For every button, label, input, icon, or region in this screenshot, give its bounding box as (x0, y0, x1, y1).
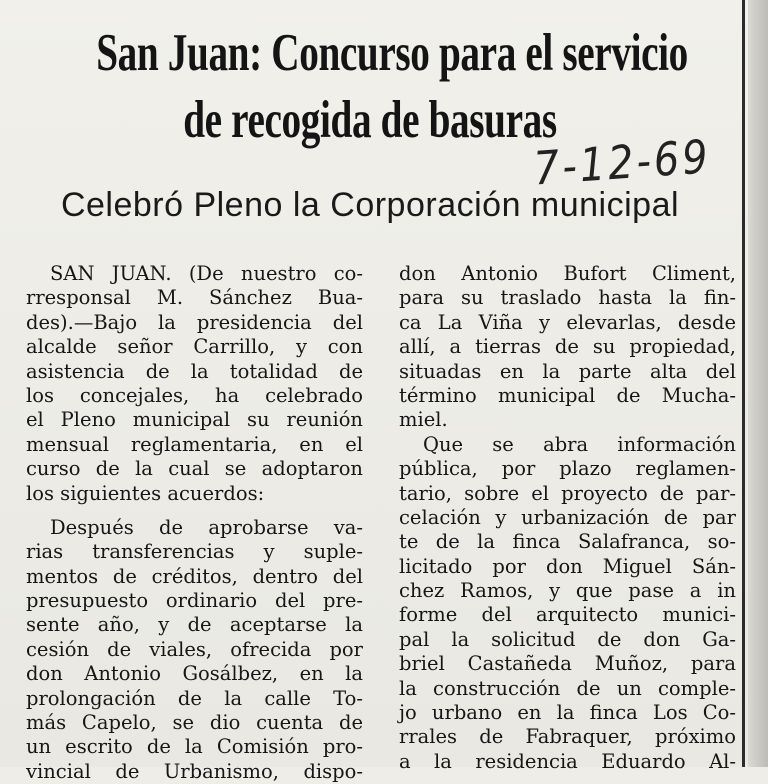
text-line: ca La Viña y elevarlas, desde (399, 310, 736, 334)
text-line: chez Ramos, y que pase a in (399, 579, 736, 603)
text-line: más Capelo, se dio cuenta de (26, 711, 363, 735)
text-line: un escrito de la Comisión pro- (26, 735, 363, 759)
text-line: SAN JUAN. (De nuestro co- (50, 262, 363, 285)
text-line: te de la finca Salafranca, so- (399, 530, 736, 554)
text-line: forme del arquitecto munici- (399, 603, 736, 627)
text-line: prolongación de la calle To- (26, 686, 363, 710)
text-line: Después de aprobarse va- (50, 515, 363, 539)
text-line: celación y urbanización de par (399, 505, 736, 529)
text-line: término municipal de Mucha- (399, 383, 736, 407)
text-line: miel. (399, 408, 448, 432)
article-column-left (26, 262, 363, 784)
text-line: curso de la cual se adoptaron (26, 457, 363, 481)
text-line: vincial de Urbanismo, dispo- (26, 759, 363, 783)
text-line: mentos de créditos, dentro del (26, 564, 363, 588)
text-line: los concejales, ha celebrado (26, 383, 363, 407)
text-line: los siguientes acuerdos: (26, 481, 265, 505)
text-line: des).—Bajo la presidencia del (26, 310, 363, 334)
handwritten-date: 7-12-69 (532, 130, 713, 196)
clipping-edge-shadow (748, 0, 768, 767)
text-line: alcalde señor Carrillo, y con (26, 335, 363, 359)
text-line: para su traslado hasta la fin- (399, 286, 736, 310)
text-line: rrales de Fabraquer, próximo (399, 725, 736, 749)
article-column-right (399, 262, 736, 774)
text-line: licitado por don Miguel Sán- (399, 554, 736, 578)
text-line: sente año, y de aceptarse la (26, 613, 363, 637)
text-line: tario, sobre el proyecto de par- (399, 481, 736, 505)
text-line: rresponsal M. Sánchez Bua- (26, 286, 363, 310)
text-line: cesión de viales, ofrecida por (26, 637, 363, 661)
headline (96, 20, 688, 154)
text-line: mensual reglamentaria, en el (26, 432, 363, 456)
text-line: briel Castañeda Muñoz, para (399, 652, 736, 676)
text-line: Que se abra información (423, 432, 736, 456)
text-line: a la residencia Eduardo Al- (399, 749, 736, 773)
text-line: don Antonio Gosálbez, en la (26, 662, 363, 686)
text-line: don Antonio Bufort Climent, (399, 262, 736, 285)
text-line: el Pleno municipal su reunión (26, 408, 363, 432)
subheadline: Celebró Pleno la Corporación municipal (60, 186, 680, 224)
text-line: situadas en la parte alta del (399, 359, 736, 383)
clipping-edge-rule (742, 0, 745, 767)
text-line: asistencia de la totalidad de (26, 359, 363, 383)
paragraph-gap (26, 506, 363, 516)
text-line: allí, a tierras de su propiedad, (399, 335, 736, 359)
text-line: pública, por plazo reglamen- (399, 457, 736, 481)
text-line: presupuesto ordinario del pre- (26, 589, 363, 613)
text-line: rias transferencias y suple- (26, 540, 363, 564)
headline-line-2: de recogida de basuras (183, 91, 557, 149)
text-line: pal la solicitud de don Ga- (399, 627, 736, 651)
headline-line-1: San Juan: Concurso para el servicio (96, 24, 688, 82)
text-line: la construcción de un comple- (399, 676, 736, 700)
text-line: jo urbano en la finca Los Co- (399, 701, 736, 725)
